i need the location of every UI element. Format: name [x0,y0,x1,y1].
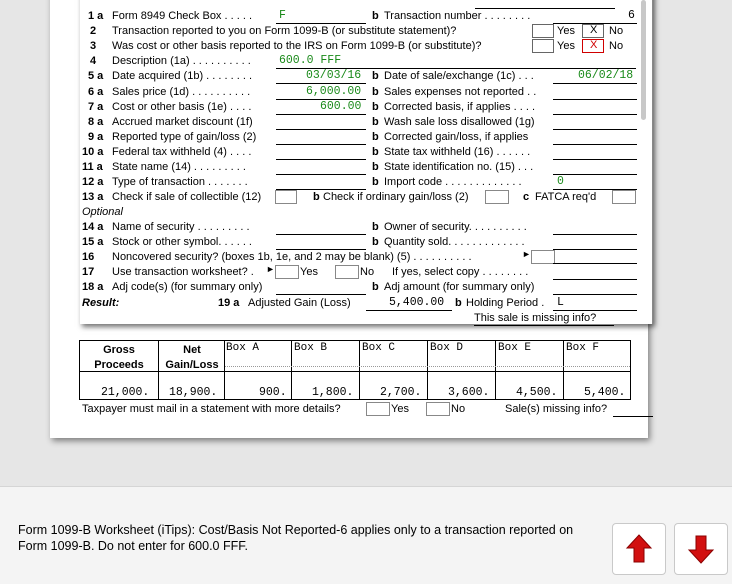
line3-yes-label: Yes [557,40,575,52]
line13a-checkbox[interactable] [275,190,297,204]
line17-copy-label: If yes, select copy . . . . . . . . [392,266,529,278]
sales-missing-info-field [613,403,653,417]
line2-no-mark: X [590,24,598,36]
line15b-field[interactable] [553,236,637,250]
line1a-value: F [279,9,286,22]
line3-yes-checkbox[interactable] [532,39,554,53]
line9a-label: Reported type of gain/loss (2) [112,131,257,143]
previous-error-button[interactable] [612,523,666,575]
line13a-label: Check if sale of collectible (12) [112,191,262,203]
line5a-value: 03/03/16 [306,69,362,82]
line15a-num: 15 a [82,236,104,248]
line6b-field[interactable] [553,86,637,100]
line1b-num: b [372,10,379,22]
line8b-num: b [372,116,379,128]
summary-header-box-b: Box B [294,342,328,354]
line18a-field[interactable] [276,281,366,295]
line11a-field[interactable] [276,161,366,175]
red-down-arrow-icon [675,524,727,574]
line1a-num: 1 a [88,10,104,22]
mail-statement-yes-label: Yes [391,403,409,415]
line16-label: Noncovered security? (boxes 1b, 1e, and 2 may be blank) (5) . . . . . . . . . . [112,251,472,263]
line10a-num: 10 a [82,146,104,158]
line10b-label: State tax withheld (16) . . . . . . [384,146,531,158]
line18a-label: Adj code(s) (for summary only) [112,281,263,293]
summary-value-box-e: 4,500. [516,386,558,399]
line1a-field[interactable] [276,10,366,24]
line2-yes-label: Yes [557,25,575,37]
line9a-num: 9 a [88,131,104,143]
line8b-label: Wash sale loss disallowed (1g) [384,116,535,128]
summary-header-box-a: Box A [226,342,260,354]
line7b-field[interactable] [553,101,637,115]
line8b-field[interactable] [553,116,637,130]
line1a-label: Form 8949 Check Box . . . . . [112,10,252,22]
line19a-value: 5,400.00 [389,296,445,309]
line4-num: 4 [90,55,97,67]
line18b-num: b [372,281,379,293]
line17-copy-field[interactable] [553,266,637,280]
line6b-label: Sales expenses not reported . . [384,86,537,98]
line17-pointer-icon: ► [266,264,275,274]
status-message: Form 1099-B Worksheet (iTips): Cost/Basis Not Reported-6 applies only to a transaction reported on Form 1099-B. Do not enter for 600.0 FFF. [18,523,574,553]
line6b-num: b [372,86,379,98]
line17-label: Use transaction worksheet? . [112,266,254,278]
line6a-value: 6,000.00 [306,85,362,98]
line5a-label: Date acquired (1b) . . . . . . . . [112,70,253,82]
line7a-num: 7 a [88,101,104,113]
summary-value-box-a: 900. [259,386,287,399]
line5a-num: 5 a [88,70,104,82]
summary-value-box-d: 3,600. [448,386,490,399]
line14b-label: Owner of security. . . . . . . . . . [384,221,527,233]
line6a-label: Sales price (1d) . . . . . . . . . . [112,86,251,98]
line12a-label: Type of transaction . . . . . . . [112,176,248,188]
summary-header-gross: Gross Proceeds [94,344,144,371]
line14a-num: 14 a [82,221,104,233]
optional-heading: Optional [82,206,123,218]
line19b-value: L [557,296,564,309]
line12b-field[interactable] [553,176,637,190]
mail-statement-yes-checkbox[interactable] [366,402,390,416]
line15a-field[interactable] [276,236,366,250]
line5b-num: b [372,70,379,82]
line6a-num: 6 a [88,86,104,98]
line9a-field[interactable] [276,131,366,145]
line1b-value: 6 [628,9,635,22]
line19b-label: Holding Period . [466,297,545,309]
line18b-label: Adj amount (for summary only) [384,281,535,293]
sales-missing-info-label: Sale(s) missing info? [505,403,608,415]
line1b-field[interactable] [553,10,637,24]
line17-no-checkbox[interactable] [335,265,359,279]
line7b-label: Corrected basis, if applies . . . . [384,101,536,113]
summary-value-box-b: 1,800. [312,386,354,399]
line17-yes-checkbox[interactable] [275,265,299,279]
line13b-num: b [313,191,320,203]
summary-header-box-c: Box C [362,342,396,354]
line13b-label: Check if ordinary gain/loss (2) [323,191,469,203]
line14b-field[interactable] [553,221,637,235]
line19b-field [553,297,637,311]
summary-header-box-d: Box D [430,342,464,354]
line5b-value: 06/02/18 [578,69,634,82]
line5b-label: Date of sale/exchange (1c) . . . [384,70,534,82]
line10a-field[interactable] [276,146,366,160]
line12a-field[interactable] [276,176,366,190]
mail-statement-no-checkbox[interactable] [426,402,450,416]
line15b-label: Quantity sold. . . . . . . . . . . . . [384,236,525,248]
line10b-field[interactable] [553,146,637,160]
summary-header-box-e: Box E [498,342,532,354]
line8a-num: 8 a [88,116,104,128]
mail-statement-label: Taxpayer must mail in a statement with more details? [82,403,341,415]
line3-label: Was cost or other basis reported to the IRS on Form 1099-B (or substitute)? [112,40,482,52]
line14b-num: b [372,221,379,233]
line13c-label: FATCA req'd [535,191,597,203]
line3-no-mark: X [590,39,598,51]
line15a-label: Stock or other symbol. . . . . . [112,236,252,248]
line3-no-label: No [609,40,624,52]
line7b-num: b [372,101,379,113]
summary-value-box-c: 2,700. [380,386,422,399]
summary-header-net: Net Gain/Loss [165,344,219,371]
line17-no-label: No [360,266,375,278]
result-label: Result: [82,297,120,309]
line10a-label: Federal tax withheld (4) . . . . [112,146,252,158]
line19a-num: 19 a [218,297,240,309]
summary-value-net: 18,900. [169,386,218,399]
line11a-num: 11 a [82,161,103,173]
missing-info-bottom: This sale is missing info? [474,312,597,324]
line4-label: Description (1a) . . . . . . . . . . [112,55,251,67]
line16-checkbox[interactable] [531,250,555,264]
line12a-num: 12 a [82,176,104,188]
next-error-button[interactable] [674,523,728,575]
line13a-num: 13 a [82,191,104,203]
line11a-label: State name (14) . . . . . . . . . [112,161,246,173]
mail-statement-no-label: No [451,403,466,415]
line9b-label: Corrected gain/loss, if applies [384,131,529,143]
line16-pointer-icon: ► [522,249,531,259]
line1b-label: Transaction number . . . . . . . . [384,10,531,22]
line8a-label: Accrued market discount (1f) [112,116,253,128]
line13b-checkbox[interactable] [485,190,509,204]
line8a-field[interactable] [276,116,366,130]
line18a-num: 18 a [82,281,104,293]
line7a-value: 600.00 [320,100,362,113]
line3-num: 3 [90,40,97,52]
line2-label: Transaction reported to you on Form 1099-B (or substitute statement)? [112,25,457,37]
line13c-checkbox[interactable] [612,190,636,204]
line12b-value: 0 [557,175,564,188]
line11b-label: State identification no. (15) . . . [384,161,534,173]
line7a-label: Cost or other basis (1e) . . . . [112,101,252,113]
line19a-label: Adjusted Gain (Loss) [248,297,351,309]
line17-yes-label: Yes [300,266,318,278]
line2-no-label: No [609,25,624,37]
scrollbar-thumb[interactable] [641,0,646,120]
line11b-field[interactable] [553,161,637,175]
line17-num: 17 [82,266,95,278]
line12b-num: b [372,176,379,188]
line11b-num: b [372,161,379,173]
line9b-field[interactable] [553,131,637,145]
line14a-label: Name of security . . . . . . . . . [112,221,250,233]
line10b-num: b [372,146,379,158]
summary-table [79,340,631,400]
line16-num: 16 [82,251,95,263]
summary-value-box-f: 5,400. [584,386,626,399]
line2-yes-checkbox[interactable] [532,24,554,38]
line4-value: 600.0 FFF [279,54,342,67]
line14a-field[interactable] [276,221,366,235]
line15b-num: b [372,236,379,248]
line13c-num: c [523,191,530,203]
line12b-label: Import code . . . . . . . . . . . . . [384,176,522,188]
line18b-field[interactable] [553,281,637,295]
line19b-num: b [455,297,462,309]
line2-num: 2 [90,25,97,37]
summary-value-gross: 21,000. [101,386,150,399]
line9b-num: b [372,131,379,143]
red-up-arrow-icon [613,524,665,574]
summary-header-box-f: Box F [566,342,600,354]
